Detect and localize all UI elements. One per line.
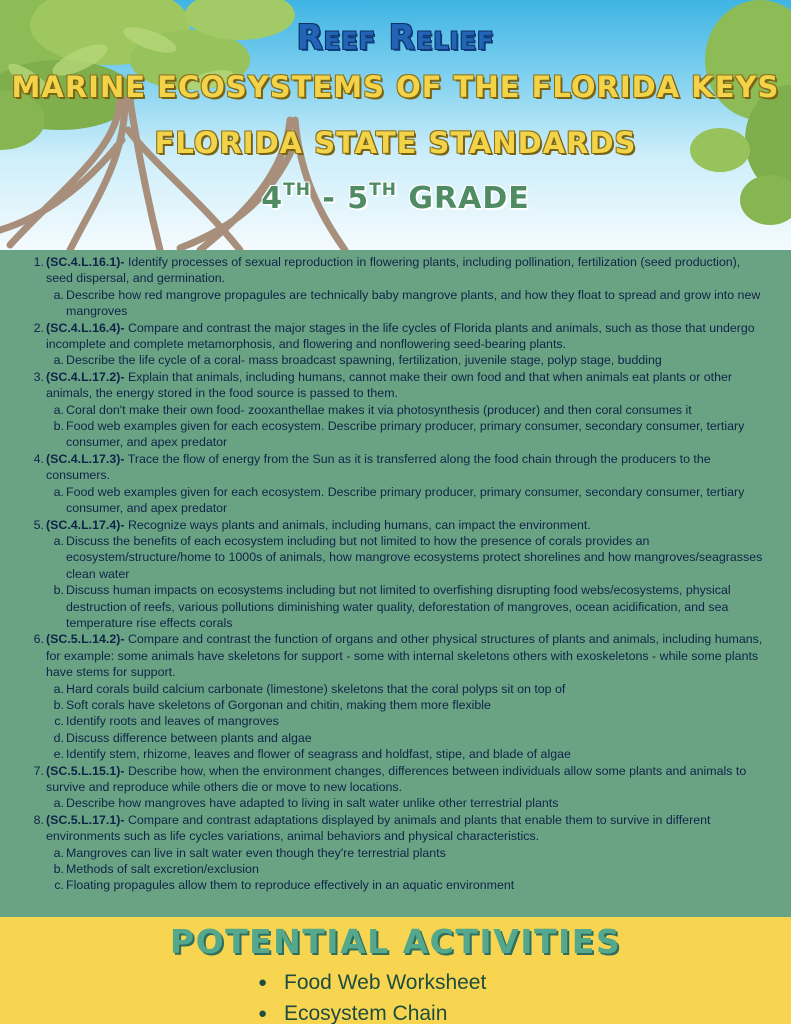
sub-item: a. Describe the life cycle of a coral- mass broadcast spawning, fertilization, juvenile stage, polyp stage, budding: [53, 353, 662, 368]
standard-item: 4. (SC.4.L.17.3)- Trace the flow of energy from the Sun as it is transferred along the food chain through the producers to the consumers.: [33, 451, 711, 483]
sub-item: a. Describe how mangroves have adapted to living in salt water unlike other terrestrial plants: [53, 796, 559, 811]
sub-item: e. Identify stem, rhizome, leaves and flower of seagrass and holdfast, stipe, and blade of algae: [53, 747, 571, 762]
standard-item: 3. (SC.4.L.17.2)- Explain that animals, including humans, cannot make their own food and that when animals eat plants or other animals, the energy stored in the food source is passed to them.: [33, 369, 732, 401]
sub-item: b. Methods of salt excretion/exclusion: [53, 862, 259, 877]
standard-code: (SC.4.L.16.1)-: [46, 255, 125, 269]
sub-item: a. Hard corals build calcium carbonate (limestone) skeletons that the coral polyps sit on top of: [53, 681, 566, 696]
sub-item: b. Discuss human impacts on ecosystems including but not limited to overfishing disrupting food webs/ecosystems, physical destruction of reefs, various pollutions diminishing water quality, deforestation of mangroves, ocean acidification, and sea temperature rise effects corals: [53, 583, 731, 630]
sub-item: a. Food web examples given for each ecosystem. Describe primary producer, primary consumer, secondary consumer, tertiary consumer, and apex predator: [53, 484, 745, 516]
grade-level: 4TH - 5TH GRADE: [261, 180, 530, 216]
brand-logo: Reef Relief: [296, 18, 495, 58]
page-subtitle: FLORIDA STATE STANDARDS: [154, 126, 637, 160]
standard-item: 5. (SC.4.L.17.4)- Recognize ways plants and animals, including humans, can impact the environment.: [33, 517, 591, 532]
sub-item: c. Floating propagules allow them to reproduce effectively in an aquatic environment: [54, 878, 515, 893]
header-banner: [0, 0, 791, 250]
standard-code: (SC.5.L.15.1)-: [46, 763, 125, 778]
list-item: ● Ecosystem Chain: [258, 1001, 448, 1024]
sub-item: b. Food web examples given for each ecosystem. Describe primary producer, primary consumer, secondary consumer, tertiary consumer, and apex predator: [53, 419, 745, 450]
standard-code: (SC.4.L.17.4)-: [46, 517, 125, 532]
standard-item: 6. (SC.5.L.14.2)- Compare and contrast the function of organs and other physical structures of plants and animals, including humans, for example: some animals have skeletons for support - some with internal skeletons others with exoskeletons - while some plants have stems for support.: [33, 632, 763, 680]
standard-item: 1. (SC.4.L.16.1)- Identify processes of sexual reproduction in flowering plants, including pollination, fertilization (seed production), seed dispersal, and germination.: [33, 255, 741, 286]
standard-item: 7. (SC.5.L.15.1)- Describe how, when the environment changes, differences between individuals allow some plants and animals to survive and reproduce while others die or move to new locations.: [33, 763, 747, 794]
standards-list: [0, 250, 791, 917]
activities-section: [0, 917, 791, 1024]
sub-item: a. Coral don't make their own food- zooxanthellae makes it via photosynthesis (producer) and then coral consumes it: [53, 402, 692, 417]
page-title: MARINE ECOSYSTEMS OF THE FLORIDA KEYS: [11, 70, 780, 104]
sub-item: d. Discuss difference between plants and algae: [53, 730, 312, 745]
sub-item: c. Identify roots and leaves of mangroves: [54, 714, 279, 729]
standard-code: (SC.5.L.14.2)-: [46, 632, 125, 647]
standard-code: (SC.4.L.17.3)-: [46, 451, 125, 466]
standard-item: 2. (SC.4.L.16.4)- Compare and contrast the major stages in the life cycles of Florida plants and animals, such as those that undergo incomplete and complete metamorphosis, and flowering and nonflowering seed-bearing plants.: [33, 320, 755, 352]
bullet-dot-icon: ●: [258, 1005, 268, 1022]
sub-item: a. Discuss the benefits of each ecosystem including but not limited to how the presence of corals provides an ecosystem/structure/home to 1000s of animals, how mangrove ecosystems protect shorelines and how mangroves/seagrasses clean water: [53, 533, 763, 581]
list-item: ● Food Web Worksheet: [258, 970, 487, 994]
bullet-dot-icon: ●: [258, 974, 268, 991]
standard-code: (SC.5.L.17.1)-: [46, 812, 125, 827]
activities-heading: POTENTIAL ACTIVITIES: [169, 922, 622, 961]
sub-item: a. Mangroves can live in salt water even though they're terrestrial plants: [53, 845, 446, 860]
standard-code: (SC.4.L.17.2)-: [46, 369, 125, 384]
sub-item: a. Describe how red mangrove propagules are technically baby mangrove plants, and how they float to spread and grow into new mangroves: [53, 287, 761, 319]
activities-list: [258, 967, 486, 1024]
standard-item: 8. (SC.5.L.17.1)- Compare and contrast adaptations displayed by animals and plants that enable them to survive in different environments such as life cycles variations, animal behaviors and physical characteristics.: [33, 812, 711, 844]
standard-code: (SC.4.L.16.4)-: [46, 320, 125, 335]
sub-item: b. Soft corals have skeletons of Gorgonan and chitin, making them more flexible: [53, 697, 491, 712]
